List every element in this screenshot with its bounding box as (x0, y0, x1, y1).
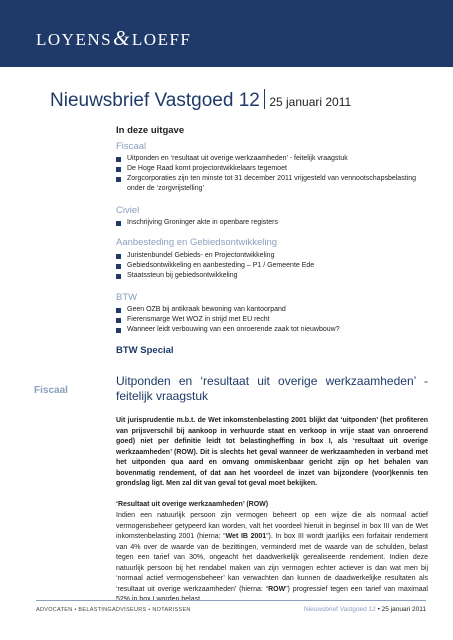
toc-item[interactable]: Uitponden en ‘resultaat uit overige werkzaamheden’ - feitelijk vraagstuk (116, 154, 416, 164)
toc-section-fiscaal[interactable]: Fiscaal (116, 141, 147, 152)
footer-tagline: ADVOCATEN • BELASTINGADVISEURS • NOTARISSEN (36, 607, 191, 613)
newsletter-title: Nieuwsbrief Vastgoed 12 (50, 90, 260, 111)
bullet-icon (116, 221, 121, 226)
toc-item[interactable]: Inschrijving Groninger akte in openbare registers (116, 218, 278, 228)
toc-item[interactable]: Gebiedsontwikkeling en aanbesteding – P1 / Gemeente Ede (116, 261, 314, 271)
toc-item[interactable]: Geen OZB bij antikraak bewoning van kantoorpand (116, 305, 340, 315)
footer-date: 25 januari 2011 (381, 606, 426, 613)
logo-left: LOYENS (36, 30, 113, 49)
header-bar (0, 0, 453, 67)
body-bold-term: ROW (268, 585, 286, 593)
title-divider (264, 89, 266, 109)
article-lead: Uit jurisprudentie m.b.t. de Wet inkomstenbelasting 2001 blijkt dat ‘uitponden’ (het profiteren van prijsverschil bij aankoop in verhuurde staat en verkoop in vrije staat van onroerend goed) niet per definitie leidt tot belastingheffing in box I, als ‘resultaat uit overige werkzaamheden’ (ROW). Dit is slechts het geval wanneer de werkzaamheden in verband met het uitponden qua aard en omvang ommiskenbaar gericht zijn op het behalen van bovenmatig rendement, of dat aan het voordeel de inzet van bijzondere (voor)kennis ten grondslag ligt. Men zal dit van geval tot geval moet bekijken. (116, 417, 428, 487)
article-subheading: ‘Resultaat uit overige werkzaamheden’ (ROW) (116, 501, 269, 508)
toc-item[interactable]: Wanneer leidt verbouwing van een onroerende zaak tot nieuwbouw? (116, 325, 340, 335)
footer-divider (36, 600, 426, 601)
logo-right: LOEFF (131, 30, 192, 49)
toc-item[interactable]: Zorgcorporaties zijn ten minste tot 31 december 2011 vrijgesteld van vennootschapsbelasting (116, 174, 416, 184)
bullet-icon (116, 264, 121, 269)
toc-item[interactable]: Fierensmarge Wet WOZ in strijd met EU recht (116, 315, 340, 325)
bullet-icon (116, 274, 121, 279)
toc-item[interactable]: Staatssteun bij gebiedsontwikkeling (116, 271, 314, 281)
toc-list-fiscaal (116, 154, 416, 194)
bullet-icon (116, 318, 121, 323)
bullet-icon (116, 254, 121, 259)
article-body: Indien een natuurlijk persoon zijn vermogen beheert op een wijze die als normaal actief vermogensbeheer getypeerd kan worden, valt het voordeel hieruit in beginsel in box III van de Wet inkomstenbelasting 2001 (hierna: “Wet IB 2001”). In box III wordt jaarlijks een forfaitair rendement van 4% over de waarde van de bezittingen, verminderd met de waarde van de schulden, belast tegen een tarief van 30%, ongeacht het daadwerkelijk gerealiseerde rendement. Indien deze natuurlijk persoon bij het rendabel maken van zijn vermogen echter actiever is dan wat men bij ‘normaal actief vermogensbeheer’ kan verwachten dan kunnen de daadwerkelijke resultaten als ‘resultaat uit overige werkzaamheden’ (hierna: “ROW”) progressief tegen een tarief van maximaal 52% in box I worden belast. (116, 512, 429, 603)
article-side-label: Fiscaal (34, 385, 68, 396)
bullet-icon (116, 167, 121, 172)
toc-section-btw[interactable]: BTW (116, 292, 138, 303)
toc-list-civiel (116, 218, 278, 228)
loyens-loeff-logo (36, 26, 191, 51)
bullet-icon (116, 157, 121, 162)
toc-item[interactable]: De Hoge Raad komt projectontwikkelaars tegemoet (116, 164, 416, 174)
bullet-icon (116, 308, 121, 313)
toc-heading: In deze uitgave (116, 125, 185, 136)
bullet-icon (116, 328, 121, 333)
toc-section-aanbesteding[interactable]: Aanbesteding en Gebiedsontwikkeling (116, 237, 278, 248)
toc-section-btw-special[interactable]: BTW Special (116, 345, 174, 356)
logo-mark: & (113, 26, 131, 50)
toc-item-continued[interactable]: onder de ‘zorgvrijstelling’ (127, 185, 205, 192)
toc-item[interactable]: Juristenbundel Gebieds- en Projectontwikkeling (116, 251, 314, 261)
article-title: Uitponden en ‘resultaat uit overige werkzaamheden’ - feitelijk vraagstuk (116, 374, 428, 403)
toc-list-aanbesteding (116, 251, 314, 281)
bullet-icon (116, 177, 121, 182)
toc-list-btw (116, 305, 340, 335)
newsletter-title-row (50, 89, 351, 112)
footer-pub-name: Nieuwsbrief Vastgoed 12 (303, 606, 376, 613)
body-bold-term: Wet IB 2001 (225, 533, 267, 540)
toc-section-civiel[interactable]: Civiel (116, 205, 140, 216)
newsletter-date: 25 januari 2011 (269, 95, 352, 109)
footer-publication: Nieuwsbrief Vastgoed 12 • 25 januari 2011 (303, 606, 426, 613)
